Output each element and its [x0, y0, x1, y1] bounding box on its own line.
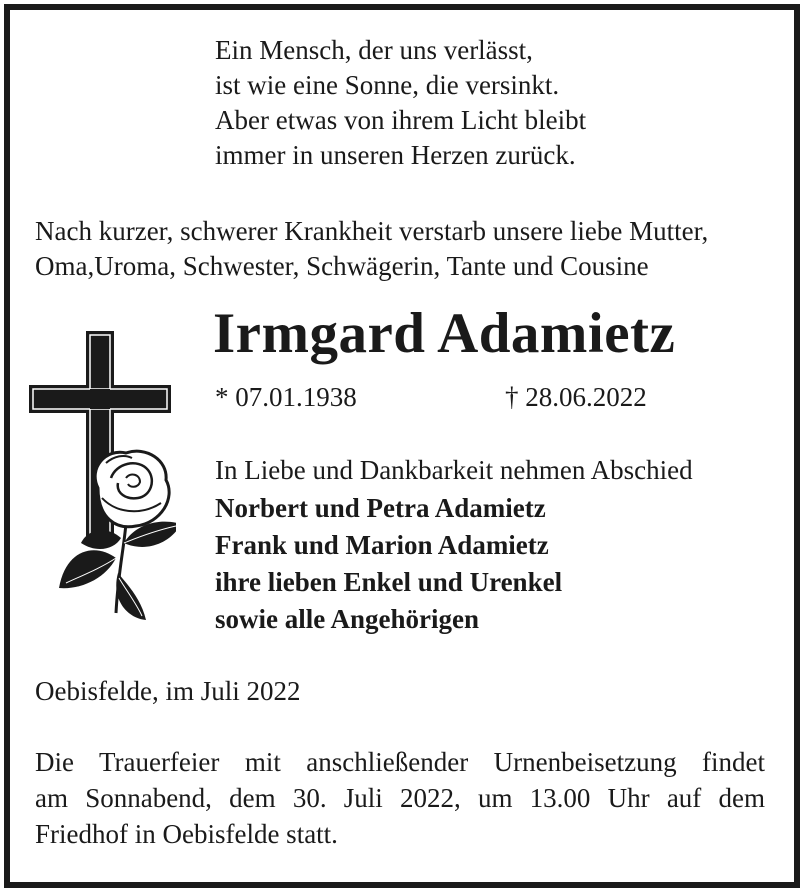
place-date: Oebisfelde, im Juli 2022	[35, 676, 301, 706]
cross-with-rose-icon	[26, 328, 176, 628]
mourner-name: sowie alle Angehörigen	[215, 604, 479, 634]
intro-line-2: Oma,Uroma, Schwester, Schwägerin, Tante und Cousine	[35, 251, 649, 281]
mourner-name: Norbert und Petra Adamietz	[215, 493, 546, 523]
funeral-line-1: Die Trauerfeier mit anschließender Urnenbeisetzung findet	[35, 747, 765, 777]
mourner-name: ihre lieben Enkel und Urenkel	[215, 567, 563, 597]
mourner-name: Frank und Marion Adamietz	[215, 530, 549, 560]
poem-line-4: immer in unseren Herzen zurück.	[215, 140, 576, 170]
poem-line-3: Aber etwas von ihrem Licht bleibt	[215, 105, 587, 135]
poem-line-1: Ein Mensch, der uns verlässt,	[215, 35, 533, 65]
funeral-line-3: Friedhof in Oebisfelde statt.	[35, 819, 338, 849]
mourners-intro: In Liebe und Dankbarkeit nehmen Abschied	[215, 455, 693, 485]
death-date: † 28.06.2022	[505, 382, 647, 412]
birth-date: * 07.01.1938	[215, 382, 357, 412]
poem-line-2: ist wie eine Sonne, die versinkt.	[215, 70, 560, 100]
deceased-name: Irmgard Adamietz	[213, 302, 676, 365]
funeral-line-2: am Sonnabend, dem 30. Juli 2022, um 13.00 Uhr auf dem	[35, 783, 765, 813]
intro-line-1: Nach kurzer, schwerer Krankheit verstarb unsere liebe Mutter,	[35, 216, 709, 246]
